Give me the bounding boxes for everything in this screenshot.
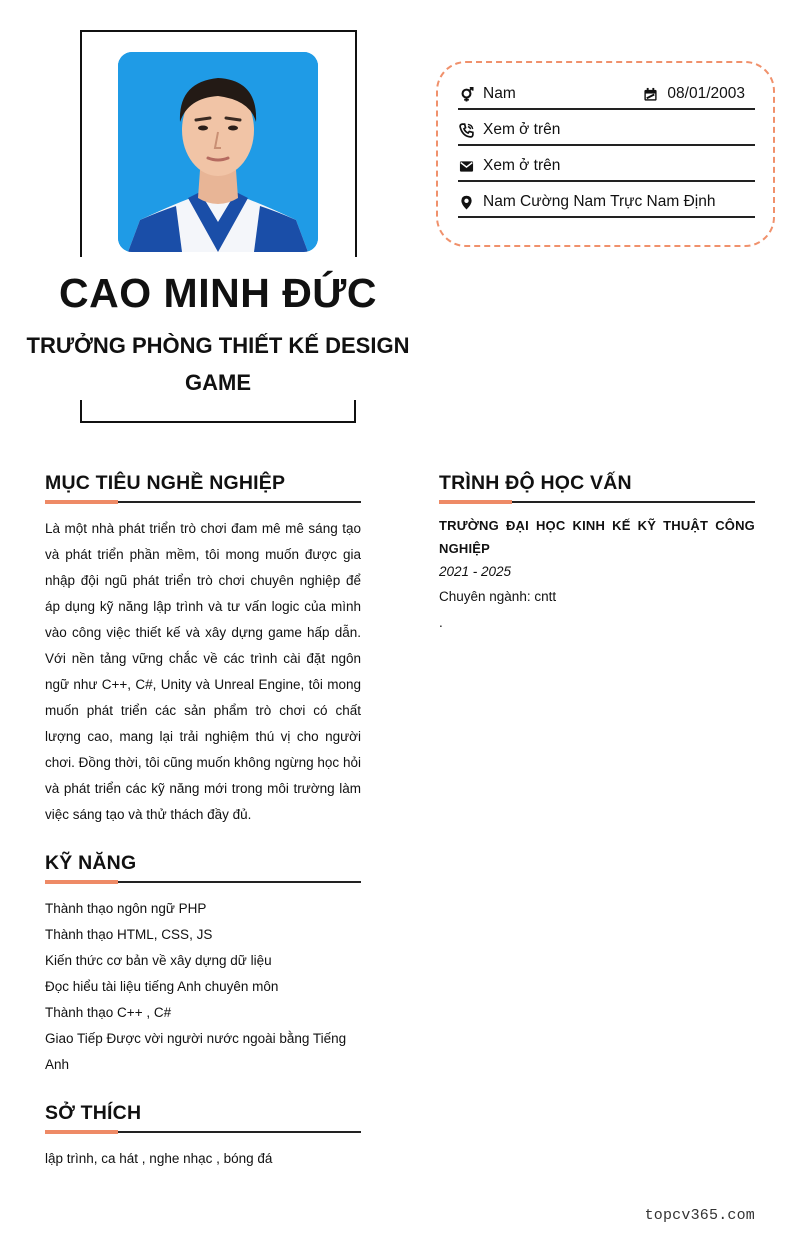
contact-email: Xem ở trên (483, 157, 561, 174)
hobbies-text: lập trình, ca hát , nghe nhạc , bóng đá (45, 1151, 273, 1166)
candidate-name: CAO MINH ĐỨC (59, 270, 377, 316)
skill-item: Thành thạo C++ , C# (45, 1005, 172, 1020)
phone-icon (458, 122, 474, 138)
education-school: TRƯỜNG ĐẠI HỌC KINH KẾ KỸ THUẬT CÔNG NGHIỆP (439, 518, 755, 556)
contact-address: Nam Cường Nam Trực Nam Định (483, 193, 716, 210)
gender-icon (458, 86, 474, 102)
contact-card (436, 61, 775, 247)
skill-item: Giao Tiếp Được vời người nước ngoài bằng Tiếng Anh (45, 1031, 347, 1072)
contact-row-gender-dob (458, 80, 755, 110)
profile-photo-illustration (118, 52, 318, 252)
section-divider (45, 500, 361, 504)
footer-brand: topcv365.com (644, 1207, 755, 1224)
education-major: Chuyên ngành: cntt (439, 589, 557, 604)
contact-gender: Nam (483, 85, 516, 102)
envelope-icon (458, 158, 474, 174)
calendar-icon (642, 86, 658, 102)
contact-row-address (458, 188, 755, 218)
section-divider (45, 1130, 361, 1134)
contact-dob: 08/01/2003 (667, 85, 745, 102)
skill-item: Đọc hiểu tài liệu tiếng Anh chuyên môn (45, 979, 279, 994)
section-divider (439, 500, 755, 504)
section-hobbies-heading: SỞ THÍCH (45, 1102, 142, 1124)
candidate-title: TRƯỞNG PHÒNG THIẾT KẾ DESIGN GAME (26, 333, 410, 395)
header-frame-bottom (80, 400, 356, 423)
contact-row-email (458, 152, 755, 182)
contact-dob-group (642, 85, 755, 103)
map-pin-icon (458, 194, 474, 210)
contact-row-phone (458, 116, 755, 146)
profile-photo (118, 52, 318, 252)
contact-phone: Xem ở trên (483, 121, 561, 138)
section-skills (45, 850, 361, 1078)
section-objective-heading: MỤC TIÊU NGHỀ NGHIỆP (45, 472, 286, 494)
section-objective (45, 470, 361, 828)
section-divider (45, 880, 361, 884)
education-note: . (439, 615, 443, 630)
section-skills-heading: KỸ NĂNG (45, 852, 137, 874)
skill-item: Thành thạo HTML, CSS, JS (45, 927, 213, 942)
skill-item: Thành thạo ngôn ngữ PHP (45, 901, 207, 916)
section-education (439, 470, 755, 636)
section-hobbies (45, 1100, 361, 1172)
education-years: 2021 - 2025 (439, 564, 512, 579)
skill-item: Kiến thức cơ bản về xây dựng dữ liệu (45, 953, 272, 968)
skills-list (45, 896, 361, 1078)
section-education-heading: TRÌNH ĐỘ HỌC VẤN (439, 472, 632, 494)
objective-text: Là một nhà phát triển trò chơi đam mê mê sáng tạo và phát triển phần mềm, tôi mong muốn được gia nhập đội ngũ phát triển trò chơi chuyên nghiệp để áp dụng kỹ năng lập trình và tư vấn logic của mình vào công việc thiết kế và xây dựng game hấp dẫn. Với nền tảng vững chắc về các trình cài đặt ngôn ngữ như C++, C#, Unity và Unreal Engine, tôi mong muốn phát triển các sản phẩm trò chơi có chất lượng cao, mang lại trải nghiệm thú vị cho người chơi. Đồng thời, tôi cũng muốn không ngừng học hỏi và phát triển các kỹ năng mới trong môi trường làm việc sáng tạo và thử thách đầy đủ. (45, 521, 361, 822)
